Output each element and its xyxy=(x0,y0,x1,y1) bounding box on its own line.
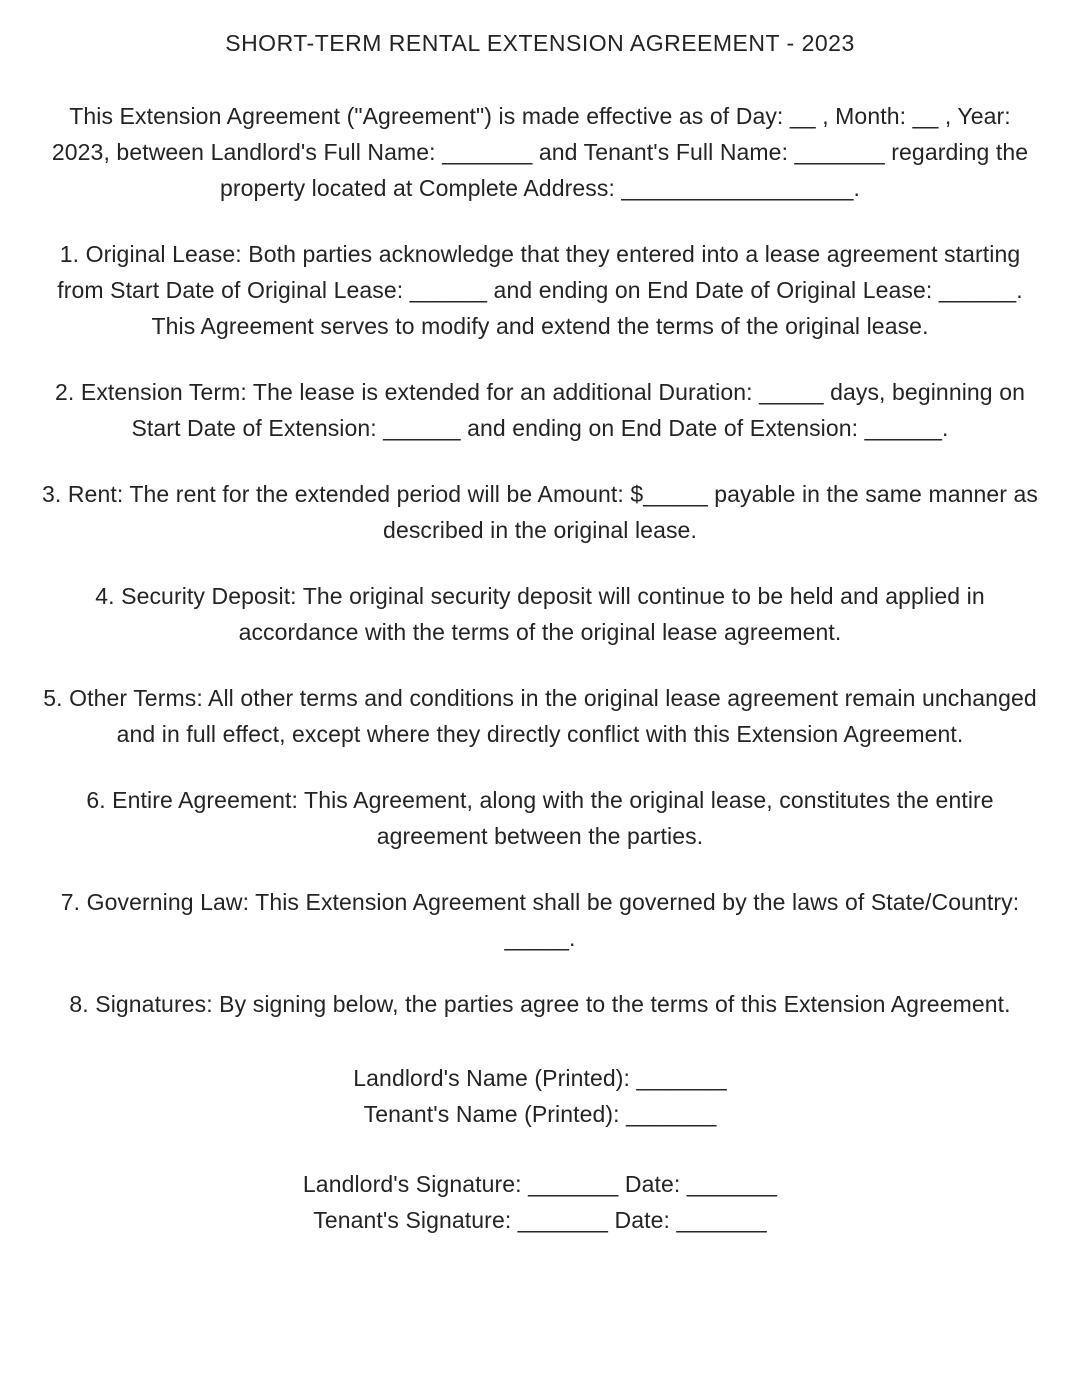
clause-original-lease: 1. Original Lease: Both parties acknowledge that they entered into a lease agreement starting from Start Date of Original Lease: ______ and ending on End Date of Original Lease: ______. This Agreement serves to modify and extend the terms of the original lease. xyxy=(57,241,1023,339)
intro-paragraph: This Extension Agreement ("Agreement") is made effective as of Day: __ , Month: __ , Year: 2023, between Landlord's Full Name: _______ and Tenant's Full Name: _______ regarding the property located at Complete Address: __________________. xyxy=(51,103,1029,201)
signature-date-block xyxy=(36,1166,1044,1238)
tenant-printed-name-line: Tenant's Name (Printed): _______ xyxy=(363,1101,717,1127)
printed-names-block xyxy=(36,1060,1044,1132)
clause-signatures: 8. Signatures: By signing below, the parties agree to the terms of this Extension Agreement. xyxy=(69,991,1011,1017)
document-title: SHORT-TERM RENTAL EXTENSION AGREEMENT - 2023 xyxy=(225,30,855,56)
tenant-signature-line: Tenant's Signature: _______ Date: _______ xyxy=(313,1207,767,1233)
landlord-signature-line: Landlord's Signature: _______ Date: _______ xyxy=(302,1171,778,1197)
clause-entire-agreement: 6. Entire Agreement: This Agreement, along with the original lease, constitutes the entire agreement between the parties. xyxy=(86,787,994,849)
landlord-printed-name-line: Landlord's Name (Printed): _______ xyxy=(353,1065,727,1091)
clause-extension-term: 2. Extension Term: The lease is extended for an additional Duration: _____ days, beginning on Start Date of Extension: ______ and ending on End Date of Extension: ______. xyxy=(55,379,1025,441)
clause-rent: 3. Rent: The rent for the extended period will be Amount: $_____ payable in the same manner as described in the original lease. xyxy=(41,481,1039,543)
clause-other-terms: 5. Other Terms: All other terms and conditions in the original lease agreement remain unchanged and in full effect, except where they directly conflict with this Extension Agreement. xyxy=(43,685,1037,747)
clause-security-deposit: 4. Security Deposit: The original security deposit will continue to be held and applied in accordance with the terms of the original lease agreement. xyxy=(95,583,985,645)
clause-governing-law: 7. Governing Law: This Extension Agreement shall be governed by the laws of State/Country: _____. xyxy=(60,889,1020,951)
